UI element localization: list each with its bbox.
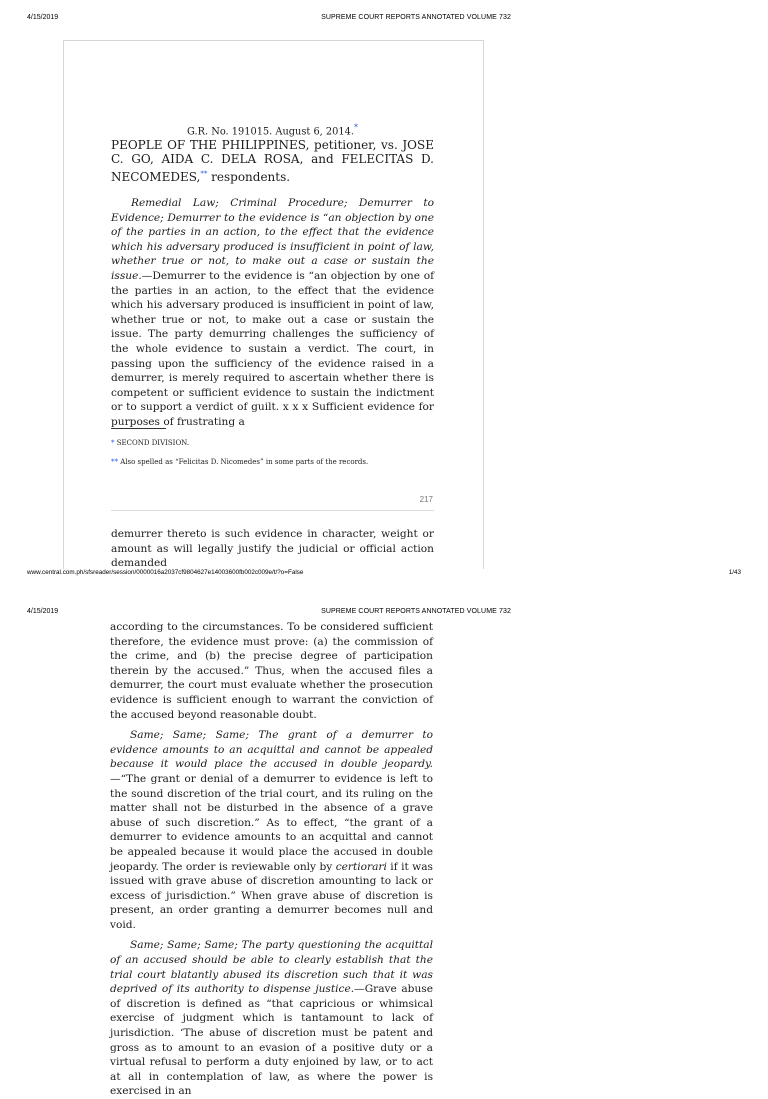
case-title-footnote-link[interactable]: ** xyxy=(200,169,208,178)
continuation-paragraph: demurrer thereto is such evidence in character, weight or amount as will legally justify the judicial or official action demanded xyxy=(111,528,434,569)
paragraph-grave-abuse xyxy=(110,938,433,1099)
paragraph-sufficiency: according to the circumstances. To be considered sufficient therefore, the evidence must prove: (a) the commission of the crime, and (b) the precise degree of participation therein by the accused.” Thus, when the accused files a demurrer, the court must evaluate whether the prosecution evidence is sufficient enough to warrant the conviction of the accused beyond reasonable doubt. xyxy=(110,621,433,721)
document-page-2 xyxy=(110,620,433,1099)
footnote-1-text: SECOND DIVISION. xyxy=(114,439,190,447)
paragraph-grave-abuse-body: —Grave abuse of discretion is defined as “that capricious or whimsical exercise of judgment which is tantamount to lack of jurisdiction. ‘The abuse of discretion must be patent and gross as to amount to an evasion of a positive duty or a virtual refusal to perform a duty enjoined by law, or to act at all in contemplation of law, as where the power is exercised in an xyxy=(110,983,433,1098)
footnote-1-mark[interactable]: * xyxy=(111,439,115,447)
paragraph-grave-abuse-italic: Same; Same; Same; The party questioning the acquittal of an accused should be able to clearly establish that the trial court blatantly abused its discretion such that it was deprived of its authority to dispense justice. xyxy=(110,939,433,996)
footnote-2 xyxy=(111,457,434,467)
case-title xyxy=(111,138,434,184)
page-separator xyxy=(111,510,434,511)
page-count: 1/43 xyxy=(728,569,741,576)
paragraph-demurrer-acquittal xyxy=(110,728,433,932)
paragraph-demurrer-acquittal-body-a: —“The grant or denial of a demurrer to evidence is left to the sound discretion of the trial court, and its ruling on the matter shall not be disturbed in the absence of a grave abuse of such discretion.” As to effect, “the grant of a demurrer to evidence amounts to an acquittal and cannot be appealed because it would place the accused in double jeopardy. The order is reviewable only by xyxy=(110,772,433,873)
print-date-2: 4/15/2019 xyxy=(27,608,59,615)
gr-number-text: G.R. No. 191015. August 6, 2014. xyxy=(187,126,354,138)
print-header xyxy=(0,14,768,28)
syllabus-italic: Remedial Law; Criminal Procedure; Demurrer to Evidence; Demurrer to the evidence is “an objection by one of the parties in an action, to the effect that the evidence which his adversary produced is insufficient in point of law, whether true or not, to make out a case or sustain the issue. xyxy=(111,197,434,282)
syllabus-body: —Demurrer to the evidence is “an objection by one of the parties in an action, to the effect that the evidence which his adversary produced is insufficient in point of law, whether true or not, to make out a case or sustain the issue. The party demurring challenges the sufficiency of the whole evidence to sustain a verdict. The court, in passing upon the sufficiency of the evidence raised in a demurrer, is merely required to ascertain whether there is competent or sufficient evidence to sustain the indictment or to support a verdict of guilt. x x x Sufficient evidence for purposes of frustrating a xyxy=(111,269,434,428)
print-title: SUPREME COURT REPORTS ANNOTATED VOLUME 732 xyxy=(321,14,511,21)
paragraph-demurrer-acquittal-italic: Same; Same; Same; The grant of a demurrer to evidence amounts to an acquittal and cannot be appealed because it would place the accused in double jeopardy. xyxy=(110,729,433,771)
certiorari-term: certiorari xyxy=(335,860,387,873)
footnote-divider xyxy=(111,428,166,429)
print-date: 4/15/2019 xyxy=(27,14,59,21)
print-title-2: SUPREME COURT REPORTS ANNOTATED VOLUME 732 xyxy=(321,608,511,615)
page-number: 217 xyxy=(419,495,433,504)
footnote-1 xyxy=(111,438,434,448)
case-title-text: PEOPLE OF THE PHILIPPINES, petitioner, vs. JOSE C. GO, AIDA C. DELA ROSA, and FELECITAS D. NECOMEDES, xyxy=(111,138,434,184)
footnote-2-mark[interactable]: ** xyxy=(111,458,118,466)
paragraph-demurrer-acquittal-body-b: if it was issued with grave abuse of discretion amounting to lack or excess of jurisdiction.” When grave abuse of discretion is present, an order granting a demurrer becomes null and void. xyxy=(110,860,433,931)
footnote-2-text: Also spelled as “Felicitas D. Nicomedes” in some parts of the records. xyxy=(118,458,369,466)
document-page-1 xyxy=(63,40,484,569)
source-url[interactable]: www.central.com.ph/sfsreader/session/0000016a2037cf9804627e14003600fb002c009e/t/?o=False xyxy=(27,569,304,576)
syllabus-paragraph xyxy=(111,196,434,430)
gr-number-line xyxy=(111,123,434,137)
case-title-end: respondents. xyxy=(207,169,291,184)
gr-footnote-link[interactable]: * xyxy=(353,123,358,132)
